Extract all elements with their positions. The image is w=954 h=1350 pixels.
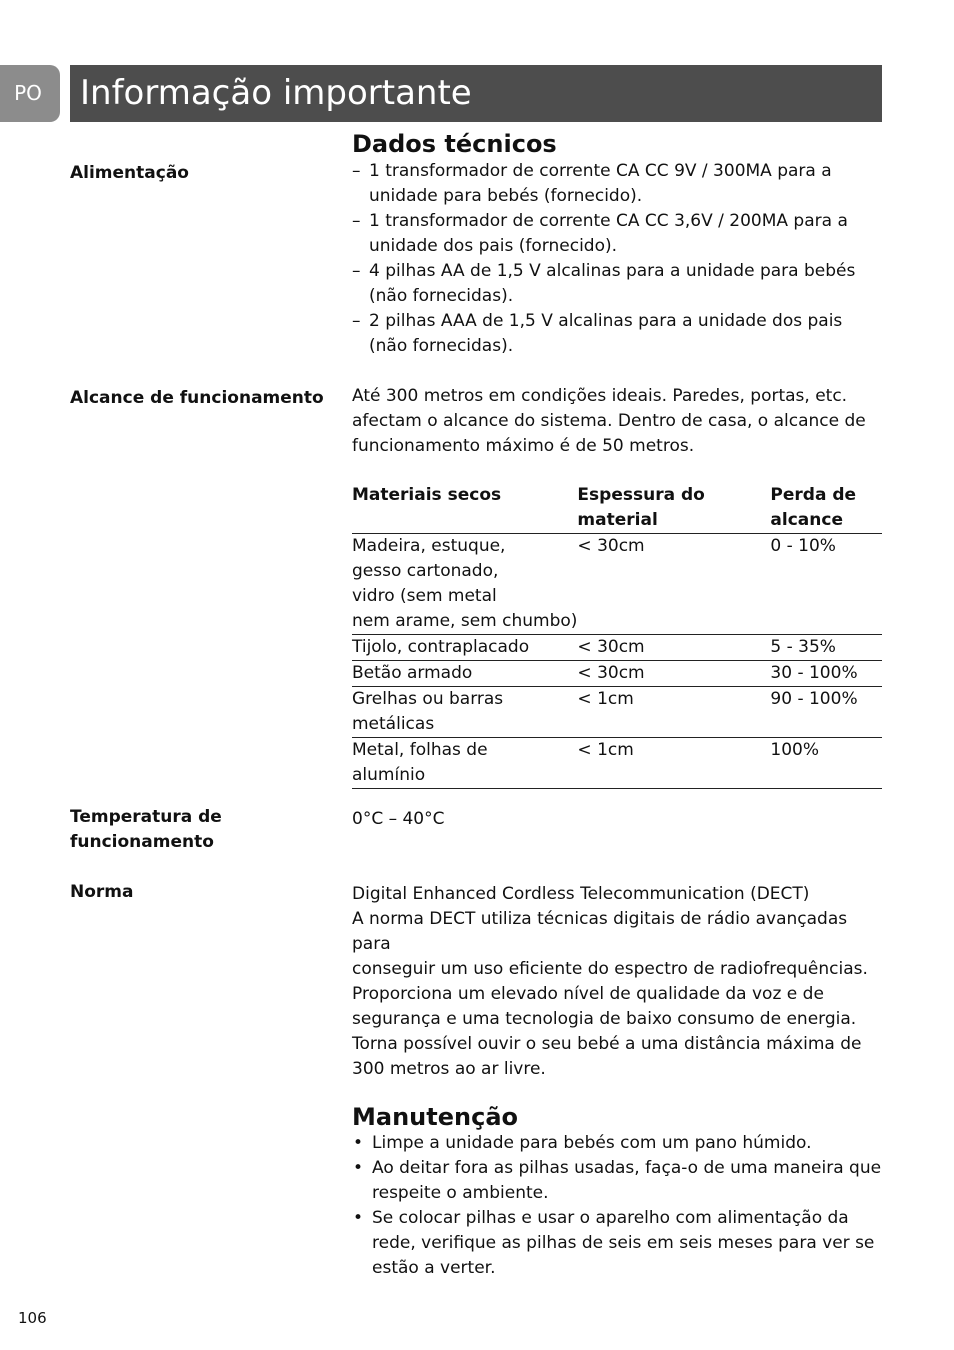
page-number: 106 [18, 1309, 47, 1327]
loss-cell: 90 - 100% [770, 689, 858, 709]
material-cell: Metal, folhas de alumínio [352, 740, 488, 785]
maintenance-item: • Se colocar pilhas e usar o aparelho com alimentação da rede, verifique as pilhas de seis em seis meses para ver se estão a verter. [353, 1208, 875, 1278]
loss-cell: 30 - 100% [770, 663, 858, 683]
header-materials: Materiais secos [352, 485, 502, 505]
material-cell: Betão armado [352, 663, 473, 683]
temperature-value: 0°C – 40°C [352, 809, 445, 829]
power-item: – 2 pilhas AAA de 1,5 V alcalinas para a unidade dos pais (não fornecidas). [352, 311, 843, 356]
thickness-cell: < 30cm [577, 663, 645, 683]
table-row [352, 738, 882, 789]
header-range-loss: Perda de alcance [770, 485, 857, 530]
table-row [352, 661, 882, 687]
temperature-label: Temperatura de funcionamento [70, 807, 222, 852]
loss-cell: 100% [770, 740, 820, 760]
range-loss-table [352, 483, 882, 789]
range-loss-table-wrapper [352, 483, 882, 789]
table-row [352, 635, 882, 661]
power-item: – 4 pilhas AA de 1,5 V alcalinas para a unidade para bebés (não fornecidas). [352, 261, 856, 306]
maintenance-heading: Manutenção [352, 1103, 518, 1131]
loss-cell: 0 - 10% [770, 536, 836, 556]
norm-text: Digital Enhanced Cordless Telecommunication (DECT) A norma DECT utiliza técnicas digitais de rádio avançadas para conseguir um uso eficiente do espectro de radiofrequências. Proporciona um elevado nível de qualidade da voz e de segurança e uma tecnologia de baixo consumo de energia. Torna possível ouvir o seu bebé a uma distância máxima de 300 metros ao ar livre. [352, 884, 868, 1079]
maintenance-list [352, 1131, 882, 1281]
table-header-row [352, 483, 882, 534]
header-thickness: Espessura do material [577, 485, 705, 530]
power-label: Alimentação [70, 163, 189, 183]
maintenance-item: • Limpe a unidade para bebés com um pano húmido. [353, 1133, 812, 1153]
language-tab: PO [0, 65, 60, 122]
range-label: Alcance de funcionamento [70, 388, 324, 408]
page-title: Informação importante [70, 65, 882, 122]
maintenance-item: • Ao deitar fora as pilhas usadas, faça-o de uma maneira que respeite o ambiente. [353, 1158, 882, 1203]
thickness-cell: < 30cm [577, 536, 645, 556]
power-item: – 1 transformador de corrente CA CC 3,6V / 200MA para a unidade dos pais (fornecido). [352, 211, 848, 256]
thickness-cell: < 1cm [577, 689, 634, 709]
material-cell: Madeira, estuque, gesso cartonado, vidro (sem metal nem arame, sem chumbo) [352, 536, 578, 631]
range-text: Até 300 metros em condições ideais. Paredes, portas, etc. afectam o alcance do sistema. Dentro de casa, o alcance de funcionamento máximo é de 50 metros. [352, 386, 866, 456]
table-row [352, 534, 882, 635]
thickness-cell: < 1cm [577, 740, 634, 760]
power-item: – 1 transformador de corrente CA CC 9V / 300MA para a unidade para bebés (fornecido). [352, 161, 832, 206]
loss-cell: 5 - 35% [770, 637, 836, 657]
norm-label: Norma [70, 882, 134, 902]
tech-data-heading: Dados técnicos [352, 130, 557, 158]
material-cell: Grelhas ou barras metálicas [352, 689, 504, 734]
thickness-cell: < 30cm [577, 637, 645, 657]
material-cell: Tijolo, contraplacado [352, 637, 530, 657]
table-row [352, 687, 882, 738]
power-list [352, 159, 882, 359]
